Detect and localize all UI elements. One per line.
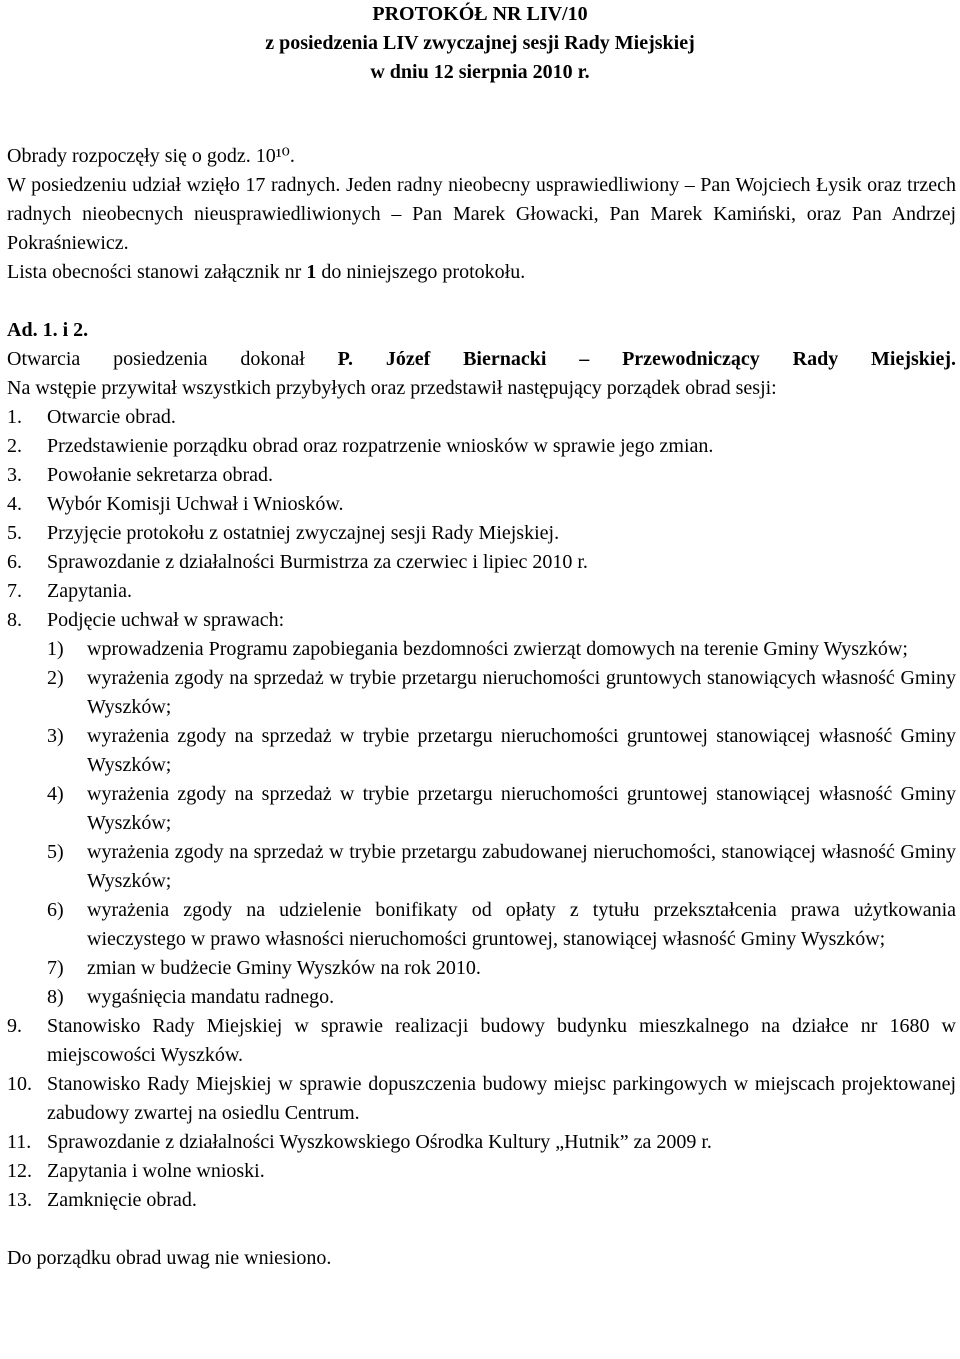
resolution-item-number: 2) [47, 667, 64, 689]
agenda-item-number: 8. [7, 609, 22, 631]
resolution-item-text: wyrażenia zgody na sprzedaż w trybie przetargu zabudowanej nieruchomości, stanowiącej własność Gminy Wyszków; [87, 841, 956, 892]
agenda-item [7, 461, 956, 490]
resolution-item [7, 983, 956, 1012]
session-subtitle: z posiedzenia LIV zwyczajnej sesji Rady Miejskiej [265, 32, 695, 54]
agenda-item-number: 9. [7, 1015, 22, 1037]
resolution-item-text: wprowadzenia Programu zapobiegania bezdomności zwierząt domowych na terenie Gminy Wyszków; [87, 638, 908, 660]
agenda-item-text: Stanowisko Rady Miejskiej w sprawie dopuszczenia budowy miejsc parkingowych w miejscach projektowanej zabudowy zwartej na osiedlu Centrum. [47, 1073, 956, 1124]
agenda-item-text: Stanowisko Rady Miejskiej w sprawie realizacji budowy budynku mieszkalnego na działce nr 1680 w miejscowości Wyszków. [47, 1015, 956, 1066]
attachment-number: 1 [306, 261, 317, 283]
agenda-item-number: 11. [7, 1131, 32, 1153]
agenda-item-text: Sprawozdanie z działalności Wyszkowskiego Ośrodka Kultury „Hutnik” za 2009 r. [47, 1131, 712, 1153]
resolution-item-number: 5) [47, 841, 64, 863]
agenda-item-number: 13. [7, 1189, 32, 1211]
resolution-item-text: wyrażenia zgody na sprzedaż w trybie przetargu nieruchomości gruntowych stanowiących własność Gminy Wyszków; [87, 667, 956, 718]
attendance-paragraph: W posiedzeniu udział wzięło 17 radnych. Jeden radny nieobecny usprawiedliwiony – Pan Wojciech Łysik oraz trzech radnych nieobecnych nieusprawiedliwionych – Pan Marek Głowacki, Pan Marek Kamiński, oraz Pan Andrzej Pokraśniewicz. [7, 174, 956, 254]
agenda-item-number: 4. [7, 493, 22, 515]
resolution-item-text: wygaśnięcia mandatu radnego. [87, 986, 335, 1008]
agenda-item [7, 1012, 956, 1070]
closing-note: Do porządku obrad uwag nie wniesiono. [7, 1247, 332, 1269]
agenda-item-text: Wybór Komisji Uchwał i Wniosków. [47, 493, 344, 515]
chairman-name: P. Józef Biernacki – Przewodniczący Rady Miejskiej. [337, 348, 956, 370]
attendance-list-note [7, 258, 956, 287]
agenda-item-number: 10. [7, 1073, 32, 1095]
agenda-item [7, 1128, 956, 1157]
resolution-item-number: 8) [47, 986, 64, 1008]
agenda-item-number: 6. [7, 551, 22, 573]
agenda-item-text: Przedstawienie porządku obrad oraz rozpatrzenie wniosków w sprawie jego zmian. [47, 435, 714, 457]
agenda-item-text: Zamknięcie obrad. [47, 1189, 197, 1211]
resolution-item-number: 7) [47, 957, 64, 979]
agenda-item [7, 490, 956, 519]
agenda-item [7, 1070, 956, 1128]
resolution-item [7, 896, 956, 954]
session-date: w dniu 12 sierpnia 2010 r. [370, 61, 590, 83]
agenda-item-text: Podjęcie uchwał w sprawach: [47, 609, 285, 631]
agenda-list [7, 403, 956, 1215]
resolution-item [7, 664, 956, 722]
resolution-item-number: 6) [47, 899, 64, 921]
agenda-item [7, 403, 956, 432]
resolution-item-text: wyrażenia zgody na sprzedaż w trybie przetargu nieruchomości gruntowej stanowiącej własność Gminy Wyszków; [87, 783, 956, 834]
agenda-item [7, 432, 956, 461]
agenda-item-text: Powołanie sekretarza obrad. [47, 464, 274, 486]
resolution-item [7, 722, 956, 780]
welcome-paragraph: Na wstępie przywitał wszystkich przybyłych oraz przedstawił następujący porządek obrad sesji: [7, 377, 777, 399]
document-header [0, 0, 960, 87]
agenda-item-number: 3. [7, 464, 22, 486]
resolution-item-number: 3) [47, 725, 64, 747]
resolution-item [7, 780, 956, 838]
agenda-item [7, 548, 956, 577]
agenda-item-number: 5. [7, 522, 22, 544]
agenda-item-number: 1. [7, 406, 22, 428]
agenda-item-text: Zapytania. [47, 580, 132, 602]
agenda-item-text: Otwarcie obrad. [47, 406, 176, 428]
agenda-item-text: Przyjęcie protokołu z ostatniej zwyczajnej sesji Rady Miejskiej. [47, 522, 560, 544]
resolution-item [7, 954, 956, 983]
agenda-item-text: Sprawozdanie z działalności Burmistrza za czerwiec i lipiec 2010 r. [47, 551, 588, 573]
agenda-item [7, 1157, 956, 1186]
agenda-item-number: 12. [7, 1160, 32, 1182]
agenda-item-number: 2. [7, 435, 22, 457]
section-heading: Ad. 1. i 2. [7, 319, 89, 341]
protocol-title: PROTOKÓŁ NR LIV/10 [372, 3, 588, 25]
resolution-item-number: 1) [47, 638, 64, 660]
resolution-item [7, 635, 956, 664]
agenda-item-number: 7. [7, 580, 22, 602]
agenda-item [7, 519, 956, 548]
agenda-item-text: Zapytania i wolne wnioski. [47, 1160, 265, 1182]
resolution-item-text: zmian w budżecie Gminy Wyszków na rok 2010. [87, 957, 481, 979]
agenda-item [7, 577, 956, 606]
resolution-item-text: wyrażenia zgody na sprzedaż w trybie przetargu nieruchomości gruntowej stanowiącej własność Gminy Wyszków; [87, 725, 956, 776]
start-time: Obrady rozpoczęły się o godz. 10¹⁰. [7, 145, 295, 167]
agenda-item [7, 1186, 956, 1215]
resolution-item-number: 4) [47, 783, 64, 805]
list-note-suffix: do niniejszego protokołu. [316, 261, 526, 283]
opening-line [7, 345, 956, 374]
resolution-item [7, 838, 956, 896]
resolution-item-text: wyrażenia zgody na udzielenie bonifikaty od opłaty z tytułu przekształcenia prawa użytkowania wieczystego w prawo własności nieruchomości gruntowej, stanowiącej własność Gminy Wyszków; [87, 899, 956, 950]
list-note-prefix: Lista obecności stanowi załącznik nr [7, 261, 307, 283]
agenda-item [7, 606, 956, 635]
document-body [7, 142, 956, 1273]
resolution-sublist [7, 635, 956, 1012]
opening-prefix: Otwarcia posiedzenia dokonał [7, 348, 338, 370]
